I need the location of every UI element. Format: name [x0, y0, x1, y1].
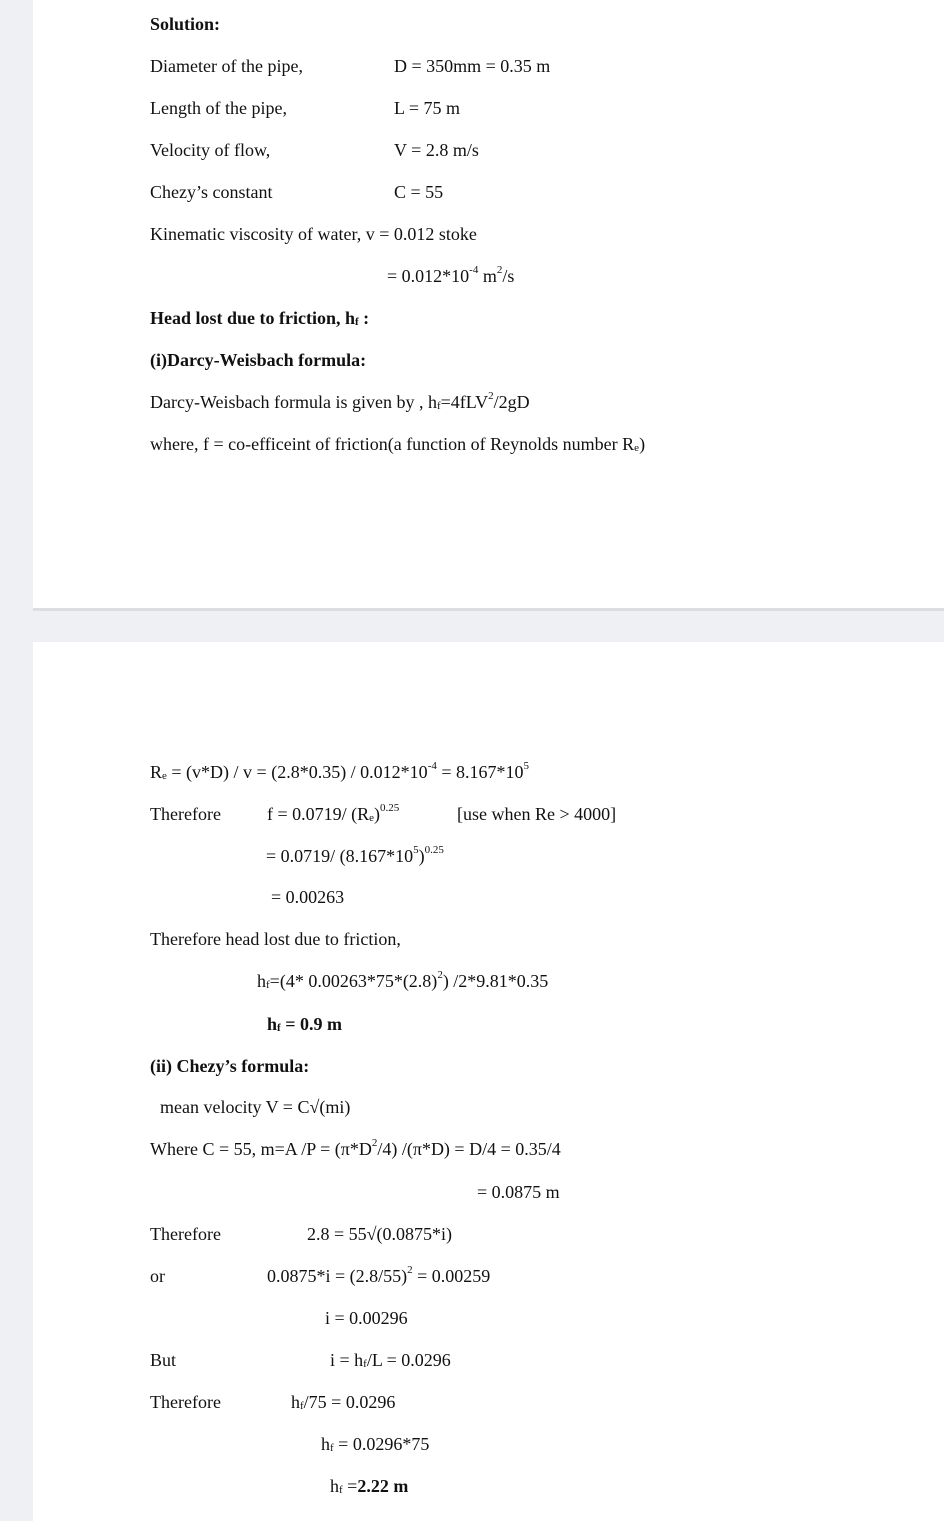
chezy-equation-5: $h_f = 0.0296*75$: [321, 1434, 430, 1454]
reynolds-note: [use when Re > 4000]: [457, 804, 617, 824]
slope-value: i = 0.00296: [325, 1308, 408, 1328]
chezy-equation-4: $h_f/75 = 0.0296$: [291, 1392, 396, 1412]
given-label-velocity: Velocity of flow,: [150, 140, 271, 160]
m-value: = 0.0875 m: [477, 1182, 560, 1202]
reynolds-equation: $R_e = (v*D) / v = (2.8*0.35) / 0.012*10^{-4} = 8.167*10^5$: [150, 760, 530, 782]
chezy-heading: (ii) Chezy’s formula:: [150, 1056, 310, 1076]
but-label: But: [150, 1350, 177, 1370]
therefore-label-1: Therefore: [150, 804, 221, 824]
mean-velocity-line: mean velocity V = C√(mi): [160, 1097, 351, 1117]
friction-factor-equation: f = 0.0719/ $(R_e)^{0.25}$: [267, 802, 400, 824]
given-value-chezy: C = 55: [394, 182, 444, 202]
head-lost-heading: Head lost due to friction, $h_f$ :: [150, 308, 370, 328]
friction-factor-value: = 0.00263: [271, 887, 345, 907]
viscosity-si: = $0.012*10^{-4}$ $m^2/s$: [387, 264, 515, 286]
therefore-label-3: Therefore: [150, 1392, 221, 1412]
therefore-label-2: Therefore: [150, 1224, 221, 1244]
hydraulic-mean-depth-line: Where C = 55, m=A $/P = (\pi*D^2/4) /(\pi*D) = D/4 = 0.35/4$: [150, 1137, 561, 1159]
therefore-head-line: Therefore head lost due to friction,: [150, 929, 401, 949]
hf-calculation: $h_f=(4*$ $0.00263*75*(2.8)^2$) /2*9.81*0.35: [257, 969, 549, 991]
viscosity-line: Kinematic viscosity of water, v = 0.012 stoke: [150, 224, 477, 244]
or-label: or: [150, 1266, 165, 1286]
chezy-equation-2: $0.0875*i = (2.8/55)^2 = 0.00259$: [267, 1264, 491, 1286]
where-friction-line: where, f = co-efficeint of friction(a function of Reynolds number $R_e$): [150, 434, 646, 454]
chezy-equation-1: 2.8 = 55√(0.0875*i): [307, 1224, 453, 1244]
hf-result-chezy: $h_f =2.22$ m: [330, 1476, 409, 1496]
darcy-heading: (i)Darcy-Weisbach formula:: [150, 350, 367, 370]
given-value-diameter: D = 350mm = 0.35 m: [394, 56, 551, 76]
darcy-formula: Darcy-Weisbach formula is given by , $h_f=4fLV^2/2gD$: [150, 390, 530, 412]
page-divider: [33, 608, 944, 611]
given-value-velocity: V = 2.8 m/s: [394, 140, 479, 160]
solution-heading: Solution:: [150, 14, 221, 34]
given-label-diameter: Diameter of the pipe,: [150, 56, 303, 76]
page-1: [33, 0, 944, 608]
given-value-length: L = 75 m: [394, 98, 460, 118]
given-label-length: Length of the pipe,: [150, 98, 287, 118]
friction-factor-substitution: = 0.0719/ $(8.167*10^5)^{0.25}$: [266, 844, 444, 866]
hf-result-darcy: $h_f = 0.9$ m: [267, 1014, 342, 1034]
chezy-equation-3: $i = h_f/L = 0.0296$: [330, 1350, 451, 1370]
given-label-chezy: Chezy’s constant: [150, 182, 273, 202]
